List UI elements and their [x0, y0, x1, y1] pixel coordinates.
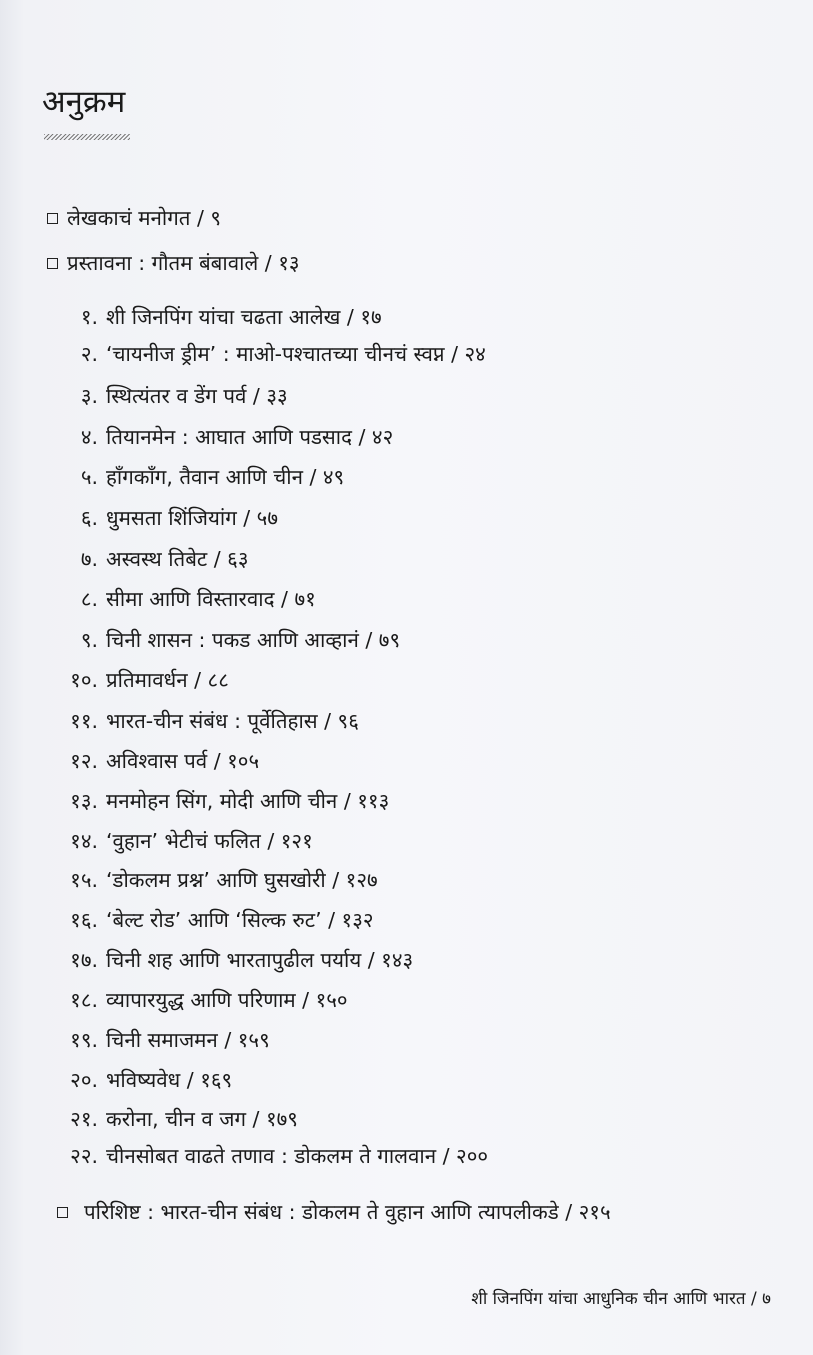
- chapter-number: १३.: [70, 789, 98, 813]
- chapter-title: शी जिनपिंग यांचा चढता आलेख / १७: [106, 305, 382, 329]
- page-title: अनुक्रम: [42, 84, 126, 120]
- toc-entry-label: प्रस्तावना : गौतम बंबावाले / १३: [67, 251, 300, 275]
- chapter-title: चीनसोबत वाढते तणाव : डोकलम ते गालवान / २००: [106, 1144, 489, 1168]
- chapter-title: भारत-चीन संबंध : पूर्वेतिहास / ९६: [106, 709, 359, 733]
- chapter-title: तियानमेन : आघात आणि पडसाद / ४२: [106, 425, 394, 449]
- toc-chapter-3: [50, 386, 288, 407]
- toc-entry-label: लेखकाचं मनोगत / ९: [67, 206, 222, 230]
- chapter-number: २१.: [70, 1107, 98, 1131]
- toc-appendix: [57, 1202, 611, 1223]
- toc-chapter-10: [50, 670, 229, 691]
- chapter-title: अविश्वास पर्व / १०५: [106, 749, 260, 773]
- chapter-title: ‘बेल्ट रोड’ आणि ‘सिल्क रुट’ / १३२: [106, 908, 374, 932]
- chapter-title: हाँगकाँग, तैवान आणि चीन / ४९: [106, 465, 345, 489]
- chapter-number: २२.: [70, 1144, 98, 1168]
- toc-chapter-2: [50, 344, 486, 365]
- chapter-title: व्यापारयुद्ध आणि परिणाम / १५०: [106, 988, 348, 1012]
- toc-chapter-20: [50, 1070, 232, 1091]
- chapter-title: स्थित्यंतर व डेंग पर्व / ३३: [106, 384, 288, 408]
- toc-chapter-5: [50, 467, 344, 488]
- toc-chapter-6: [50, 508, 278, 529]
- toc-front-matter-foreword: [47, 253, 300, 274]
- chapter-title: ‘डोकलम प्रश्न’ आणि घुसखोरी / १२७: [106, 868, 378, 892]
- chapter-number: ११.: [70, 709, 98, 733]
- chapter-number: १८.: [70, 988, 98, 1012]
- chapter-number: २०.: [70, 1068, 98, 1092]
- toc-chapter-4: [50, 427, 393, 448]
- chapter-number: १७.: [70, 948, 98, 972]
- toc-chapter-14: [50, 831, 313, 852]
- chapter-title: ‘चायनीज ड्रीम’ : माओ-पश्चातच्या चीनचं स्वप्न / २४: [106, 342, 486, 366]
- toc-chapter-13: [50, 791, 389, 812]
- toc-chapter-15: [50, 870, 378, 891]
- chapter-number: २.: [80, 342, 98, 366]
- chapter-number: ८.: [80, 587, 98, 611]
- chapter-number: ५.: [80, 465, 98, 489]
- chapter-title: मनमोहन सिंग, मोदी आणि चीन / ११३: [106, 789, 390, 813]
- toc-entry-label: परिशिष्ट : भारत-चीन संबंध : डोकलम ते वुहान आणि त्यापलीकडे / २१५: [84, 1200, 611, 1224]
- toc-chapter-8: [50, 589, 316, 610]
- toc-chapter-22: [50, 1146, 488, 1167]
- square-bullet-icon: [47, 213, 58, 224]
- chapter-number: ६.: [80, 506, 98, 530]
- chapter-number: ४.: [80, 425, 98, 449]
- square-bullet-icon: [57, 1207, 68, 1218]
- chapter-title: करोना, चीन व जग / १७९: [106, 1107, 298, 1131]
- chapter-title: अस्वस्थ तिबेट / ६३: [106, 547, 249, 571]
- chapter-number: १५.: [70, 868, 98, 892]
- chapter-number: १९.: [70, 1028, 98, 1052]
- toc-chapter-16: [50, 910, 374, 931]
- chapter-title: चिनी शासन : पकड आणि आव्हानं / ७९: [106, 628, 401, 652]
- toc-chapter-17: [50, 950, 413, 971]
- chapter-title: धुमसता शिंजियांग / ५७: [106, 506, 279, 530]
- toc-chapter-21: [50, 1109, 298, 1130]
- chapter-number: ९.: [80, 628, 98, 652]
- chapter-number: १०.: [70, 668, 98, 692]
- chapter-number: १६.: [70, 908, 98, 932]
- square-bullet-icon: [47, 258, 58, 269]
- toc-chapter-18: [50, 990, 348, 1011]
- toc-chapter-12: [50, 751, 259, 772]
- chapter-title: चिनी समाजमन / १५९: [106, 1028, 270, 1052]
- chapter-number: १.: [80, 305, 98, 329]
- chapter-title: चिनी शह आणि भारतापुढील पर्याय / १४३: [106, 948, 414, 972]
- toc-chapter-9: [50, 630, 400, 651]
- chapter-title: ‘वुहान’ भेटीचं फलित / १२१: [106, 829, 313, 853]
- toc-chapter-1: [50, 307, 382, 328]
- title-underline-decoration: [44, 134, 130, 140]
- toc-chapter-7: [50, 549, 249, 570]
- toc-chapter-11: [50, 711, 359, 732]
- toc-chapter-19: [50, 1030, 270, 1051]
- chapter-number: १४.: [70, 829, 98, 853]
- chapter-number: १२.: [70, 749, 98, 773]
- chapter-title: प्रतिमावर्धन / ८८: [106, 668, 229, 692]
- chapter-number: ३.: [80, 384, 98, 408]
- chapter-title: भविष्यवेध / १६९: [106, 1068, 233, 1092]
- toc-front-matter-preface: [47, 208, 221, 229]
- chapter-number: ७.: [80, 547, 98, 571]
- page-footer: शी जिनपिंग यांचा आधुनिक चीन आणि भारत / ७: [471, 1289, 771, 1309]
- chapter-title: सीमा आणि विस्तारवाद / ७१: [106, 587, 316, 611]
